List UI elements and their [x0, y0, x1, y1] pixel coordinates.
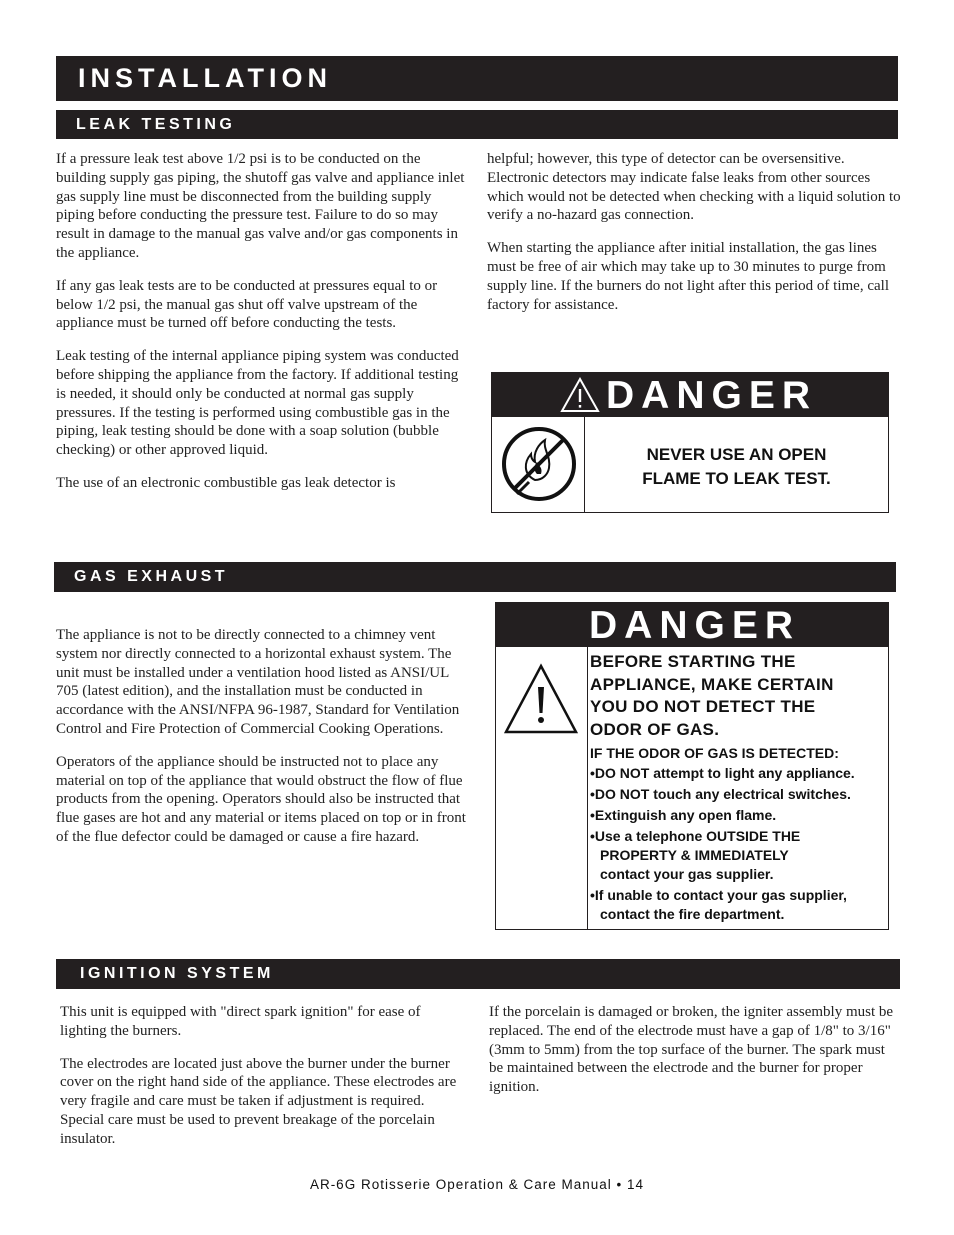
danger-headline-line: BEFORE STARTING THE	[590, 652, 796, 671]
list-item: •DO NOT touch any electrical switches.	[590, 786, 851, 802]
danger-headline-line: APPLIANCE, MAKE CERTAIN	[590, 674, 834, 694]
danger-box-open-flame	[491, 372, 889, 513]
gas-exhaust-heading: GAS EXHAUST	[74, 568, 229, 585]
danger-header	[492, 373, 888, 417]
danger-headline	[590, 651, 884, 741]
leak-testing-heading: LEAK TESTING	[76, 116, 236, 133]
leak-testing-left-column	[56, 150, 470, 507]
paragraph: If any gas leak tests are to be conducted at pressures equal to or below 1/2 psi, the manual gas shut off valve upstream of the appliance must be turned off before conducting the tests.	[56, 277, 438, 332]
danger-message-line: NEVER USE AN OPEN	[646, 445, 827, 464]
danger-label: DANGER	[606, 374, 818, 417]
paragraph: The use of an electronic combustible gas leak detector is	[56, 474, 396, 491]
ignition-system-heading-bar	[56, 959, 900, 989]
danger-message	[585, 443, 888, 491]
paragraph: Operators of the appliance should be instructed not to place any material on top of the appliance that would obstruct the flow of flue products from the opening. Operators should also be instructed that flue gases are hot and any material or items placed on top or in front of the flue defector could be damaged or cause a fire hazard.	[56, 753, 466, 845]
paragraph: If the porcelain is damaged or broken, the igniter assembly must be replaced. The end of the electrode must have a gap of 1/8" to 3/16" (3mm to 5mm) from the top surface of the burner. The spark must be maintained between the electrode and the burner for proper ignition.	[489, 1004, 894, 1096]
leak-testing-right-column	[487, 150, 901, 328]
section-title-bar	[56, 56, 898, 101]
gas-exhaust-column	[56, 626, 470, 861]
list-item: •If unable to contact your gas supplier, contact the fire department.	[590, 887, 847, 922]
warning-triangle-icon	[503, 663, 579, 735]
danger-text-area	[590, 651, 884, 926]
leak-testing-heading-bar	[56, 110, 898, 139]
paragraph: If a pressure leak test above 1/2 psi is to be conducted on the building supply gas piping, the shutoff gas valve and appliance inlet gas supply line must be disconnected from the building supply piping before conducting the pressure test. Failure to do so may result in damage to the manual gas valve and/or gas components in the appliance.	[56, 151, 465, 261]
list-item: •Extinguish any open flame.	[590, 807, 777, 823]
no-open-flame-icon	[499, 424, 579, 504]
paragraph: The electrodes are located just above the burner under the burner cover on the right hand side of the appliance. These electrodes are very fragile and care must be taken if adjustment is required. Special care must be used to prevent breakage of the porcelain insulator.	[60, 1055, 457, 1147]
ignition-system-heading: IGNITION SYSTEM	[80, 965, 274, 982]
list-item: •Use a telephone OUTSIDE THE PROPERTY & IMMEDIATELY contact your gas supplier.	[590, 828, 801, 882]
paragraph: helpful; however, this type of detector can be oversensitive. Electronic detectors may indicate false leaks from other sources which would not be detected when checking with a liquid solution to verify a no-hazard gas connection.	[487, 151, 901, 224]
paragraph: The appliance is not to be directly connected to a chimney vent system nor directly connected to a horizontal exhaust system. The unit must be installed under a ventilation hood listed as ANSI/UL 705 (latest edition), and the installation must be conducted in accordance with the ANSI/NFPA 96-1987, Standard for Ventilation Control and Fire Protection of Commercial Cooking Operations.	[56, 627, 460, 737]
ignition-left-column	[60, 1003, 460, 1163]
gas-exhaust-heading-bar	[54, 562, 896, 592]
danger-instructions	[590, 764, 884, 924]
page-title: INSTALLATION	[78, 63, 332, 93]
danger-headline-line: YOU DO NOT DETECT THE	[590, 697, 816, 716]
icon-cell	[496, 647, 588, 929]
danger-box-gas-odor	[495, 602, 889, 930]
paragraph: Leak testing of the internal appliance piping system was conducted before shipping the appliance from the factory. If additional testing is needed, it should only be conducted at normal gas supply pressures. If the testing is performed using combustible gas in the piping, leak testing should be done with a soap solution (bubble checking) or other approved liquid.	[56, 348, 459, 459]
paragraph: When starting the appliance after initial installation, the gas lines must be free of air which may take up to 30 minutes to purge from supply line. If the burners do not light after this period of time, call factory for assistance.	[487, 240, 889, 313]
danger-headline-line: ODOR OF GAS.	[590, 719, 720, 739]
ignition-right-column	[489, 1003, 901, 1111]
list-item: •DO NOT attempt to light any appliance.	[590, 765, 855, 781]
danger-subhead: IF THE ODOR OF GAS IS DETECTED:	[590, 745, 839, 761]
danger-header	[496, 603, 888, 647]
paragraph: This unit is equipped with "direct spark ignition" for ease of lighting the burners.	[60, 1004, 421, 1039]
page-footer: AR-6G Rotisserie Operation & Care Manual • 14	[309, 1177, 645, 1192]
danger-label: DANGER	[589, 604, 801, 647]
warning-triangle-icon	[560, 377, 600, 413]
danger-message-line: FLAME TO LEAK TEST.	[642, 469, 831, 488]
icon-cell	[492, 417, 585, 512]
